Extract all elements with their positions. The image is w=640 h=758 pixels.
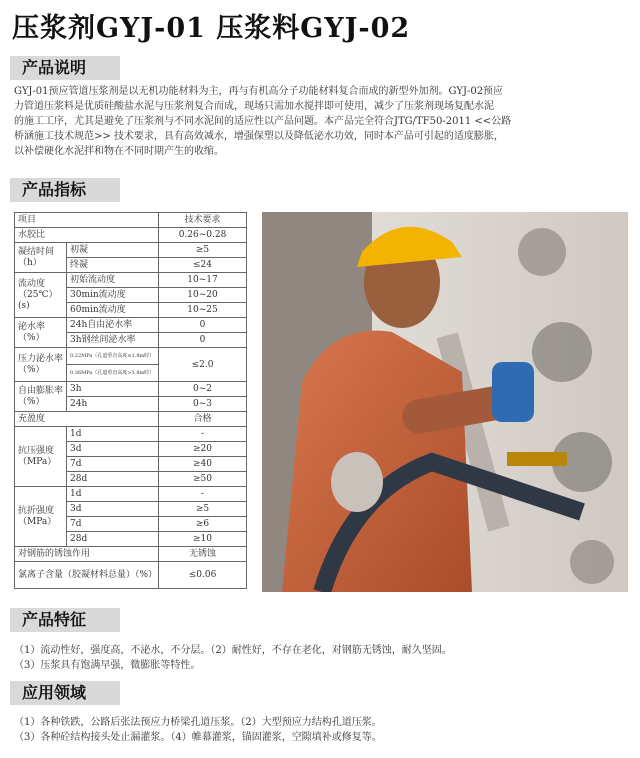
- table-cell: ≤24: [159, 258, 247, 273]
- table-cell: ≥40: [159, 457, 247, 472]
- table-cell: 30min流动度: [67, 288, 159, 303]
- list-item: （3）各种砼结构接头处止漏灌浆。（4）帷幕灌浆，锚固灌浆，空隙填补或修复等。: [14, 732, 382, 743]
- table-row: [15, 318, 247, 333]
- table-cell: -: [159, 427, 247, 442]
- list-item: （1）流动性好，强度高，不泌水，不分层。（2）耐性好，不存在老化，对钢筋无锈蚀，耐久坚固。: [14, 645, 452, 656]
- list-item: （1）各种铁跌，公路后张法预应力桥梁孔道压浆。（2）大型预应力结构孔道压浆。: [14, 717, 382, 728]
- description-line: GYJ-01预应管道压浆剂是以无机功能材料为主，再与有机高分子功能材料复合而成的新型外加剂。GYJ-02预应: [14, 86, 504, 97]
- table-cell: 1d: [67, 487, 159, 502]
- table-row: [15, 547, 247, 562]
- table-row: [15, 348, 247, 365]
- table-cell: 水胶比: [15, 228, 159, 243]
- table-cell: 初凝: [67, 243, 159, 258]
- worker-grouting-photo: [262, 212, 628, 592]
- table-group-cell: 抗折强度（MPa）: [15, 487, 67, 547]
- section-heading-specs: 产品指标: [10, 178, 120, 202]
- table-cell: 无锈蚀: [159, 547, 247, 562]
- applications-list: [14, 715, 628, 745]
- table-row: [15, 562, 247, 589]
- table-cell: ≥50: [159, 472, 247, 487]
- description-line: 桥涵施工技术规范>> 技术要求，具有高效减水，增强保塑以及降低泌水功效，同时本产品可引起的适度膨胀，: [14, 131, 504, 142]
- table-cell: 10~17: [159, 273, 247, 288]
- table-cell: 0: [159, 318, 247, 333]
- table-cell: ≥20: [159, 442, 247, 457]
- table-cell: 10~20: [159, 288, 247, 303]
- table-cell: 0.36MPa（孔道垂直高度>1.8m时）: [67, 365, 159, 382]
- table-cell: ≥5: [159, 502, 247, 517]
- table-cell: 10~25: [159, 303, 247, 318]
- table-row: [15, 243, 247, 258]
- table-cell: 7d: [67, 517, 159, 532]
- table-cell: 24h: [67, 397, 159, 412]
- section-heading-features: 产品特征: [10, 608, 120, 632]
- table-row: [15, 213, 247, 228]
- table-cell: ≥5: [159, 243, 247, 258]
- table-header-item: 项目: [15, 213, 159, 228]
- table-cell: 充盈度: [15, 412, 159, 427]
- description-line: 的施工工序，尤其是避免了压浆剂与不同水泥间的适应性以产品问题。本产品完全符合JTG/TF50-2011 <<公路: [14, 116, 512, 127]
- table-cell: 氯离子含量（胶凝材料总量）（%）: [15, 562, 159, 589]
- table-cell: ≤0.06: [159, 562, 247, 589]
- table-group-cell: 自由膨胀率（%）: [15, 382, 67, 412]
- table-cell: 28d: [67, 472, 159, 487]
- table-cell: 1d: [67, 427, 159, 442]
- section-heading-description: 产品说明: [10, 56, 120, 80]
- page-title: 压浆剂GYJ-01 压浆料GYJ-02: [12, 13, 411, 44]
- table-cell: 0.22MPa（孔道垂直高度≤1.8m时）: [67, 348, 159, 365]
- description-line: 以补偿硬化水泥拌和物在不同时期产生的收缩。: [14, 146, 224, 157]
- table-cell: -: [159, 487, 247, 502]
- table-group-cell: 凝结时间（h）: [15, 243, 67, 273]
- table-cell: 3h钢丝间泌水率: [67, 333, 159, 348]
- table-cell: 24h自由泌水率: [67, 318, 159, 333]
- table-cell: ≤2.0: [159, 348, 247, 382]
- table-group-cell: 流动度（25℃）(s): [15, 273, 67, 318]
- table-cell: 28d: [67, 532, 159, 547]
- table-group-cell: 压力泌水率（%）: [15, 348, 67, 382]
- table-cell: 3d: [67, 442, 159, 457]
- table-cell: 0~3: [159, 397, 247, 412]
- table-cell: 0: [159, 333, 247, 348]
- features-list: [14, 643, 628, 673]
- description-paragraph: [14, 84, 628, 159]
- table-cell: ≥6: [159, 517, 247, 532]
- table-row: [15, 412, 247, 427]
- table-cell: 终凝: [67, 258, 159, 273]
- table-cell: ≥10: [159, 532, 247, 547]
- table-cell: 合格: [159, 412, 247, 427]
- table-cell: 初始流动度: [67, 273, 159, 288]
- table-group-cell: 抗压强度（MPa）: [15, 427, 67, 487]
- table-row: [15, 228, 247, 243]
- list-item: （3）压浆具有饱满早强，微膨胀等特性。: [14, 660, 201, 671]
- table-cell: 60min流动度: [67, 303, 159, 318]
- spec-table: [14, 212, 247, 589]
- table-row: [15, 273, 247, 288]
- table-cell: 对钢筋的锈蚀作用: [15, 547, 159, 562]
- table-cell: 3d: [67, 502, 159, 517]
- photo-illustration: [262, 212, 628, 592]
- table-cell: 3h: [67, 382, 159, 397]
- table-row: [15, 427, 247, 442]
- table-cell: 7d: [67, 457, 159, 472]
- table-row: [15, 382, 247, 397]
- description-line: 力管道压浆料是优质硅酸盐水泥与压浆剂复合而成，现场只需加水搅拌即可使用，减少了压浆剂现场复配水泥: [14, 101, 494, 112]
- table-cell: 0~2: [159, 382, 247, 397]
- table-row: [15, 487, 247, 502]
- table-group-cell: 泌水率（%）: [15, 318, 67, 348]
- table-header-requirement: 技术要求: [159, 213, 247, 228]
- table-cell: 0.26~0.28: [159, 228, 247, 243]
- section-heading-applications: 应用领域: [10, 681, 120, 705]
